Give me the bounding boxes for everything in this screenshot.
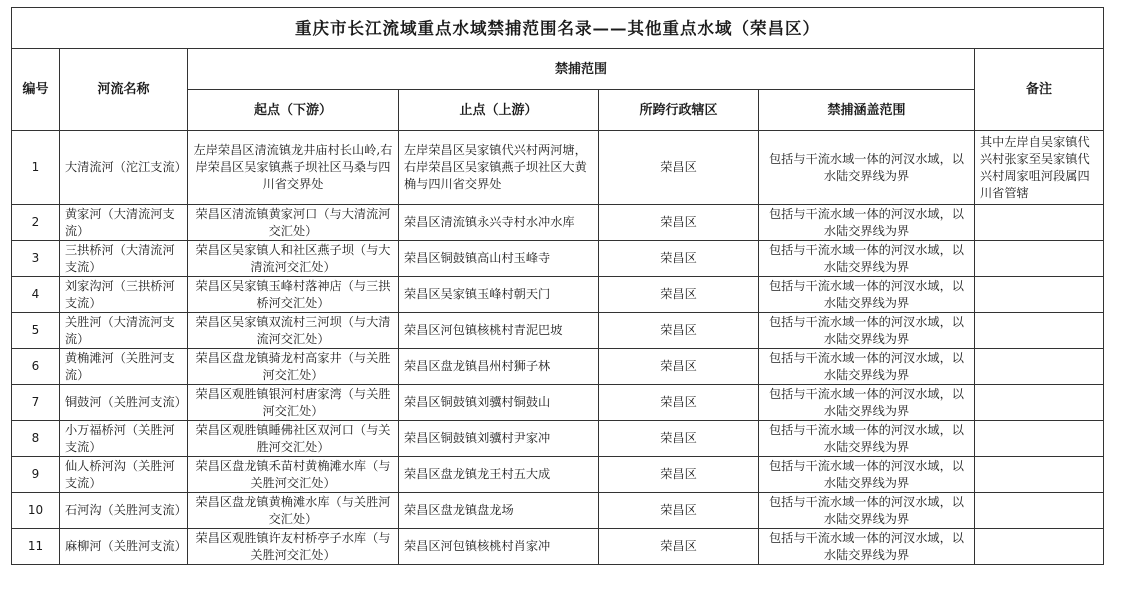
cell-remark [975, 241, 1104, 277]
cell-end: 荣昌区清流镇永兴寺村水冲水库 [399, 205, 599, 241]
cell-district: 荣昌区 [599, 529, 759, 565]
cell-end: 荣昌区盘龙镇盘龙场 [399, 493, 599, 529]
header-scope-group: 禁捕范围 [188, 49, 975, 90]
cell-end: 荣昌区河包镇核桃村肖家冲 [399, 529, 599, 565]
cell-no: 8 [12, 421, 60, 457]
cell-start: 荣昌区盘龙镇黄桷滩水库（与关胜河交汇处） [188, 493, 399, 529]
table-row [12, 493, 1104, 529]
cell-remark [975, 277, 1104, 313]
table-row [12, 385, 1104, 421]
cell-coverage: 包括与干流水域一体的河汊水域，以水陆交界线为界 [759, 241, 975, 277]
cell-district: 荣昌区 [599, 313, 759, 349]
header-no: 编号 [12, 49, 60, 131]
cell-no: 1 [12, 131, 60, 205]
header-coverage: 禁捕涵盖范围 [759, 90, 975, 131]
cell-coverage: 包括与干流水域一体的河汊水域，以水陆交界线为界 [759, 205, 975, 241]
cell-end: 荣昌区盘龙镇昌州村狮子林 [399, 349, 599, 385]
cell-river: 麻柳河（关胜河支流） [60, 529, 188, 565]
table-row [12, 277, 1104, 313]
cell-end: 荣昌区铜鼓镇刘骥村尹家冲 [399, 421, 599, 457]
cell-no: 6 [12, 349, 60, 385]
cell-start: 荣昌区盘龙镇骑龙村高家井（与关胜河交汇处） [188, 349, 399, 385]
table-row [12, 241, 1104, 277]
cell-coverage: 包括与干流水域一体的河汊水域，以水陆交界线为界 [759, 385, 975, 421]
table-row [12, 349, 1104, 385]
cell-start: 左岸荣昌区清流镇龙井庙村长山岭,右岸荣昌区吴家镇燕子坝社区马桑与四川省交界处 [188, 131, 399, 205]
header-district: 所跨行政辖区 [599, 90, 759, 131]
table-row [12, 205, 1104, 241]
cell-coverage: 包括与干流水域一体的河汊水域，以水陆交界线为界 [759, 529, 975, 565]
table-row [12, 131, 1104, 205]
header-start: 起点（下游） [188, 90, 399, 131]
cell-coverage: 包括与干流水域一体的河汊水域，以水陆交界线为界 [759, 131, 975, 205]
cell-river: 三拱桥河（大清流河支流） [60, 241, 188, 277]
cell-remark: 其中左岸自吴家镇代兴村张家至吴家镇代兴村周家咀河段属四川省管辖 [975, 131, 1104, 205]
cell-river: 大清流河（沱江支流） [60, 131, 188, 205]
cell-start: 荣昌区吴家镇玉峰村落神店（与三拱桥河交汇处） [188, 277, 399, 313]
cell-start: 荣昌区吴家镇双流村三河坝（与大清流河交汇处） [188, 313, 399, 349]
table-row [12, 421, 1104, 457]
table-row [12, 457, 1104, 493]
cell-river: 仙人桥河沟（关胜河支流） [60, 457, 188, 493]
table-title: 重庆市长江流域重点水域禁捕范围名录——其他重点水域（荣昌区） [12, 8, 1104, 49]
cell-remark [975, 313, 1104, 349]
cell-end: 荣昌区铜鼓镇高山村玉峰寺 [399, 241, 599, 277]
cell-start: 荣昌区盘龙镇禾苗村黄桷滩水库（与关胜河交汇处） [188, 457, 399, 493]
cell-coverage: 包括与干流水域一体的河汊水域，以水陆交界线为界 [759, 277, 975, 313]
cell-river: 黄家河（大清流河支流） [60, 205, 188, 241]
cell-start: 荣昌区清流镇黄家河口（与大清流河交汇处） [188, 205, 399, 241]
cell-coverage: 包括与干流水域一体的河汊水域，以水陆交界线为界 [759, 313, 975, 349]
cell-river: 关胜河（大清流河支流） [60, 313, 188, 349]
cell-river: 石河沟（关胜河支流） [60, 493, 188, 529]
cell-remark [975, 385, 1104, 421]
cell-coverage: 包括与干流水域一体的河汊水域，以水陆交界线为界 [759, 457, 975, 493]
cell-no: 4 [12, 277, 60, 313]
fishing-ban-table [11, 7, 1104, 565]
header-remark: 备注 [975, 49, 1104, 131]
cell-no: 11 [12, 529, 60, 565]
cell-end: 荣昌区盘龙镇龙王村五大成 [399, 457, 599, 493]
cell-district: 荣昌区 [599, 493, 759, 529]
cell-no: 5 [12, 313, 60, 349]
cell-remark [975, 349, 1104, 385]
cell-coverage: 包括与干流水域一体的河汊水域，以水陆交界线为界 [759, 349, 975, 385]
cell-river: 黄桷滩河（关胜河支流） [60, 349, 188, 385]
cell-district: 荣昌区 [599, 241, 759, 277]
cell-remark [975, 493, 1104, 529]
cell-river: 刘家沟河（三拱桥河支流） [60, 277, 188, 313]
cell-remark [975, 457, 1104, 493]
cell-district: 荣昌区 [599, 131, 759, 205]
cell-no: 7 [12, 385, 60, 421]
cell-river: 小万福桥河（关胜河支流） [60, 421, 188, 457]
cell-district: 荣昌区 [599, 349, 759, 385]
cell-end: 荣昌区铜鼓镇刘骥村铜鼓山 [399, 385, 599, 421]
cell-district: 荣昌区 [599, 421, 759, 457]
cell-district: 荣昌区 [599, 205, 759, 241]
cell-remark [975, 205, 1104, 241]
cell-remark [975, 529, 1104, 565]
cell-coverage: 包括与干流水域一体的河汊水域，以水陆交界线为界 [759, 421, 975, 457]
cell-start: 荣昌区观胜镇银河村唐家湾（与关胜河交汇处） [188, 385, 399, 421]
cell-end: 荣昌区吴家镇玉峰村朝天门 [399, 277, 599, 313]
cell-no: 3 [12, 241, 60, 277]
cell-no: 2 [12, 205, 60, 241]
cell-no: 9 [12, 457, 60, 493]
cell-river: 铜鼓河（关胜河支流） [60, 385, 188, 421]
table-row [12, 529, 1104, 565]
cell-end: 荣昌区河包镇核桃村青泥巴坡 [399, 313, 599, 349]
cell-district: 荣昌区 [599, 277, 759, 313]
cell-district: 荣昌区 [599, 385, 759, 421]
cell-start: 荣昌区观胜镇睡佛社区双河口（与关胜河交汇处） [188, 421, 399, 457]
cell-district: 荣昌区 [599, 457, 759, 493]
header-river: 河流名称 [60, 49, 188, 131]
cell-end: 左岸荣昌区吴家镇代兴村两河塘，右岸荣昌区吴家镇燕子坝社区大黄桷与四川省交界处 [399, 131, 599, 205]
cell-start: 荣昌区观胜镇许友村桥亭子水库（与关胜河交汇处） [188, 529, 399, 565]
cell-remark [975, 421, 1104, 457]
table-row [12, 313, 1104, 349]
header-end: 止点（上游） [399, 90, 599, 131]
cell-coverage: 包括与干流水域一体的河汊水域，以水陆交界线为界 [759, 493, 975, 529]
cell-start: 荣昌区吴家镇人和社区燕子坝（与大清流河交汇处） [188, 241, 399, 277]
cell-no: 10 [12, 493, 60, 529]
